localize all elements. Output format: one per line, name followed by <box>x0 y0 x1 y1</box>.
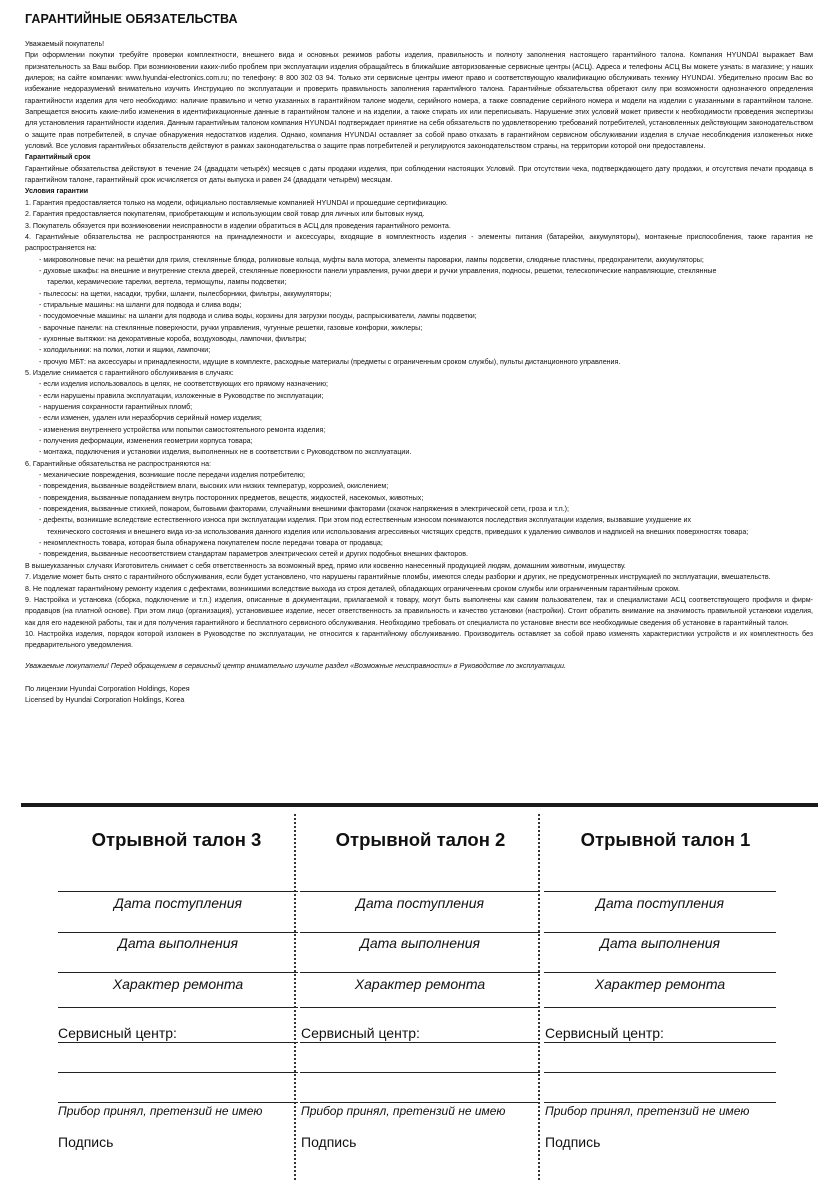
field-line[interactable] <box>544 1102 776 1103</box>
field-line[interactable] <box>300 1102 540 1103</box>
service-center-label: Сервисный центр: <box>58 1025 177 1041</box>
condition-5-item: - изменения внутреннего устройства или попытки самостоятельного ремонта изделия; <box>39 425 326 434</box>
intro-paragraph: При оформлении покупки требуйте проверки комплектности, внешнего вида и основных режимов работы изделия, правильность и полноту заполнения настоящего гарантийного талона. Компания HYUNDAI выражает Вам признательность за Ваш выбор. При возникновении каких-либо проблем при эксплуатации изделия обращайтесь в ближайшие авторизованные сервисные центры (АСЦ). Адреса и телефоны АСЦ Вы можете узнать: в магазине; у наших дилеров; на сайте компании: www.hyundai-electronics.com.ru; по телефону: 8 800 302 03 94. Только эти сервисные центры имеют право и соответствующую квалификацию обслуживать технику HYUNDAI. Убедительно просим Вас во избежание недоразумений внимательно изучить Инструкцию по эксплуатации и проверить правильность заполнения гарантийного талона. Гарантийные обязательства обретают силу при возможности однозначного определения гарантийности изделия для чего необходимо: наличие правильно и четко указанных в гарантийном талоне модели, серийного номера, а также совпадение серийного номера и модели на изделии с указанными в гарантийном талоне. Запрещается вносить какие-либо изменения в идентификационные данные в гарантийном талоне и на изделии, а также стирать их или переписывать. Нарушение этих условий может привести к необходимости проведения экспертизы для установления гарантийности изделия. Данным гарантийным талоном компания HYUNDAI подтверждает принятие на себя обязательств по удовлетворению требований потребителей, установленных действующим законодательством о защите прав потребителей, в случае обнаружения недостатков изделия. Однако, компания HYUNDAI оставляет за собой право отказать в гарантийном сервисном обслуживании изделия в случае несоблюдения изложенных ниже условий. Все условия гарантийных обязательств действуют в рамках законодательства о защите прав потребителей и регулируются законодательством страны, на территории которой они предоставлены. <box>25 51 814 151</box>
field-line[interactable] <box>544 1042 776 1043</box>
condition-5-item: - если изделия использовалось в целях, не соответствующих его прямому назначению; <box>39 380 329 389</box>
term-text: Гарантийные обязательства действуют в течение 24 (двадцати четырёх) месяцев с даты продажи изделия, при соблюдении настоящих Условий. При отсутствии чека, подтверждающего дату продажи, и отсутствия печати продавца в гарантийном талоне, гарантийный срок исчисляется от даты выпуска и равен 24 (двадцати четырём) месяцам. <box>25 164 813 185</box>
coupon-3 <box>55 807 298 1177</box>
field-line[interactable] <box>544 972 776 973</box>
condition-4-item: тарелки, керамические тарелки, вертела, термощупы, лампы подсветки; <box>47 278 287 287</box>
coupon-2 <box>299 807 542 1177</box>
field-line[interactable] <box>544 891 776 892</box>
completed-date-label: Дата выполнения <box>600 935 720 951</box>
condition-5: 5. Изделие снимается с гарантийного обслуживания в случаях: <box>25 368 234 377</box>
field-line[interactable] <box>300 1007 540 1008</box>
field-line[interactable] <box>300 972 540 973</box>
condition-5-item: - получения деформации, изменения геометрии корпуса товара; <box>39 437 253 446</box>
service-center-label: Сервисный центр: <box>545 1025 664 1041</box>
condition-6-item: технического состояния и внешнего вида из-за использования данного изделия или использования агрессивных чистящих средств, приведших к удалению символов и надписей на внешних поверхностях товара; <box>47 527 749 536</box>
accepted-label: Прибор принял, претензий не имею <box>58 1104 263 1118</box>
field-line[interactable] <box>300 1072 540 1073</box>
field-line[interactable] <box>58 1102 298 1103</box>
condition-7: 7. Изделие может быть снято с гарантийного обслуживания, если будет установлено, что нарушены гарантийные пломбы, имеются следы разборки и других, не предусмотренных инструкцией по эксплуатации, вмешательств. <box>25 573 771 582</box>
condition-4-item: - пылесосы: на щетки, насадки, трубки, шланги, пылесборники, фильтры, аккумуляторы; <box>39 289 332 298</box>
term-heading: Гарантийный срок <box>25 153 91 162</box>
condition-4-item: - прочую МБТ: на аксессуары и принадлежности, идущие в комплекте, расходные материалы (предметы с ограниченным сроком службы), пульты дистанционного управления. <box>39 357 621 366</box>
received-date-label: Дата поступления <box>355 895 485 911</box>
condition-6-item: - некомплектность товара, которая была обнаружена покупателем после передачи товара от продавца; <box>39 539 383 548</box>
condition-4-item: - холодильники: на полки, лотки и ящики, лампочки; <box>39 346 211 355</box>
license-block <box>25 683 813 705</box>
field-line[interactable] <box>300 1042 540 1043</box>
accepted-label: Прибор принял, претензий не имею <box>301 1104 506 1118</box>
field-line[interactable] <box>58 932 298 933</box>
coupon-title: Отрывной талон 1 <box>580 829 751 850</box>
coupon-title: Отрывной талон 2 <box>335 829 506 850</box>
field-line[interactable] <box>58 1072 298 1073</box>
warranty-document <box>25 12 813 705</box>
repair-type-label: Характер ремонта <box>594 976 726 992</box>
condition-4-item: - духовые шкафы: на внешние и внутренние стекла дверей, стеклянные поверхности панели управления, ручки двери и ручки управления, подносы, решетки, телескопические направляющие, стеклянные <box>39 266 717 275</box>
warranty-text <box>25 39 813 652</box>
condition-2: 2. Гарантия предоставляется покупателям, приобретающим и использующим свой товар для личных или бытовых нужд. <box>25 210 425 219</box>
document-title: ГАРАНТИЙНЫЕ ОБЯЗАТЕЛЬСТВА <box>25 12 238 26</box>
condition-6-after: В вышеуказанных случаях Изготовитель снимает с себя ответственность за возможный вред, прямо или косвенно нанесенный продукцией людям, домашним животным, имуществу. <box>25 561 626 570</box>
condition-5-item: - монтажа, подключения и установки изделия, выполненных не в соответствии с Руководством по эксплуатации. <box>39 448 412 457</box>
condition-6: 6. Гарантийные обязательства не распространяются на: <box>25 459 212 468</box>
received-date-label: Дата поступления <box>113 895 243 911</box>
field-line[interactable] <box>58 891 298 892</box>
accepted-label: Прибор принял, претензий не имею <box>545 1104 750 1118</box>
condition-6-item: - повреждения, вызванные стихией, пожаром, бытовыми факторами, случайными внешними факторами (скачок напряжения в электрической сети, гроза и т.п.); <box>39 505 570 514</box>
condition-4: 4. Гарантийные обязательства не распространяются на принадлежности и аксессуары, входящие в комплектность изделия - элементы питания (батарейки, аккумуляторы), монтажные приспособления, также гарантия не распространяется на: <box>25 232 813 253</box>
greeting: Уважаемый покупатель! <box>25 40 105 48</box>
coupon-title: Отрывной талон 3 <box>91 829 262 850</box>
field-line[interactable] <box>300 932 540 933</box>
condition-6-item: - повреждения, вызванные воздействием влаги, высоких или низких температур, коррозией, окислением; <box>39 482 389 491</box>
received-date-label: Дата поступления <box>595 895 725 911</box>
repair-type-label: Характер ремонта <box>354 976 486 992</box>
condition-4-item: - микроволновые печи: на решётки для гриля, стеклянные блюда, роликовые кольца, муфты вала мотора, элементы пароварки, лампы подсветки, слюдяные пластины, предохранители, аккумуляторы; <box>39 255 704 264</box>
condition-6-item: - механические повреждения, возникшие после передачи изделия потребителю; <box>39 471 305 480</box>
condition-5-item: - если изменен, удален или неразборчив серийный номер изделия; <box>39 414 262 423</box>
condition-6-item: - повреждения, вызванные попаданием внутрь посторонних предметов, веществ, жидкостей, насекомых, животных; <box>39 493 424 502</box>
customer-note: Уважаемые покупатели! Перед обращением в сервисный центр внимательно изучите раздел «Возможные неисправности» в Руководстве по эксплуатации. <box>25 660 566 670</box>
service-center-label: Сервисный центр: <box>301 1025 420 1041</box>
field-line[interactable] <box>58 1007 298 1008</box>
field-line[interactable] <box>544 932 776 933</box>
condition-6-item: - дефекты, возникшие вследствие естественного износа при эксплуатации изделия. При этом под естественным износом понимаются последствия эксплуатации изделия, вызвавшие ухудшение их <box>39 516 692 525</box>
condition-9: 9. Настройка и установка (сборка, подключение и т.п.) изделия, описанные в документации, прилагаемой к товару, могут быть выполнены как самим пользователем, так и специалистами АСЦ соответствующего профиля и фирм-продавцов (на платной основе). При этом лицо (организация), установившее изделие, несет ответственность за правильность и качество установки (настройки). Стоит обратить внимание на значимость правильной установки изделия, как для его надежной работы, так и для получения гарантийного и бесплатного сервисного обслуживания. Необходимо требовать от специалиста по установке внести все необходимые сведения об установке в гарантийный талон. <box>25 595 813 627</box>
condition-4-item: - стиральные машины: на шланги для подвода и слива воды; <box>39 300 242 309</box>
condition-1: 1. Гарантия предоставляется только на модели, официально поставляемые компанией HYUNDAI и прошедшие сертификацию. <box>25 198 448 207</box>
field-line[interactable] <box>544 1072 776 1073</box>
condition-8: 8. Не подлежат гарантийному ремонту изделия с дефектами, возникшими вследствие выхода из строя деталей, обладающих ограниченным сроком службы или ограниченным гарантийным сроком. <box>25 584 681 593</box>
completed-date-label: Дата выполнения <box>360 935 480 951</box>
condition-4-item: - варочные панели: на стеклянные поверхности, ручки управления, чугунные решетки, газовые конфорки, жиклеры; <box>39 323 423 332</box>
repair-type-label: Характер ремонта <box>112 976 244 992</box>
field-line[interactable] <box>58 972 298 973</box>
field-line[interactable] <box>300 891 540 892</box>
license-ru: По лицензии Hyundai Corporation Holdings, Корея <box>25 683 190 693</box>
field-line[interactable] <box>544 1007 776 1008</box>
license-en: Licensed by Hyundai Corporation Holdings, Korea <box>25 694 185 704</box>
coupon-1 <box>544 807 787 1177</box>
conditions-heading: Условия гарантии <box>25 187 89 196</box>
condition-4-item: - кухонные вытяжки: на декоративные короба, воздуховоды, лампочки, фильтры; <box>39 334 307 343</box>
condition-5-item: - нарушения сохранности гарантийных пломб; <box>39 403 193 411</box>
condition-3: 3. Покупатель обязуется при возникновении неисправности в изделии обратиться в АСЦ для проведения гарантийного ремонта. <box>25 221 451 230</box>
signature-label: Подпись <box>58 1134 114 1150</box>
condition-5-item: - если нарушены правила эксплуатации, изложенные в Руководстве по эксплуатации; <box>39 391 324 400</box>
signature-label: Подпись <box>545 1134 601 1150</box>
field-line[interactable] <box>58 1042 298 1043</box>
condition-10: 10. Настройка изделия, порядок которой изложен в Руководстве по эксплуатации, не относится к гарантийному обслуживанию. Производитель оставляет за собой право изменять характеристики устройств и их комплектность без предварительного уведомления. <box>25 629 813 650</box>
signature-label: Подпись <box>301 1134 357 1150</box>
condition-4-item: - посудомоечные машины: на шланги для подвода и слива воды, корзины для загрузки посуды, распрыскиватели, лампы подсветки; <box>39 312 477 321</box>
condition-6-item: - повреждения, вызванные несоответствием стандартам параметров электрических сетей и других подобных внешних факторов. <box>39 550 468 559</box>
completed-date-label: Дата выполнения <box>118 935 238 951</box>
